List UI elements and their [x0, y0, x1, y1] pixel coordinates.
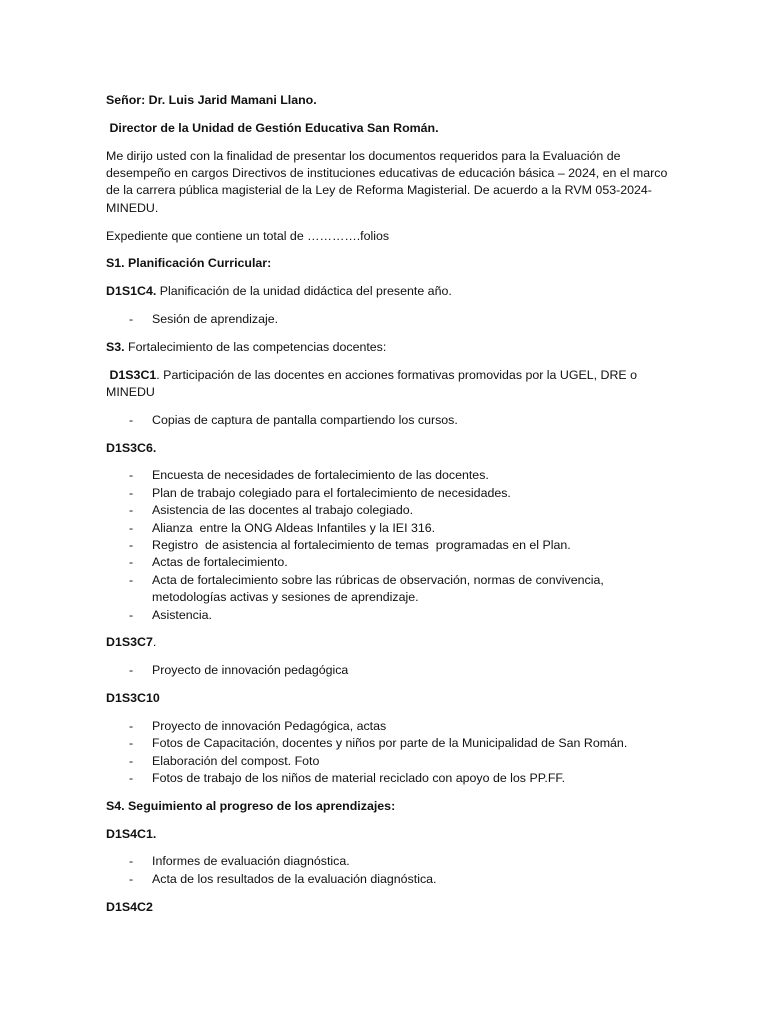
list-dash-marker: - — [129, 607, 134, 622]
list-item — [106, 662, 668, 679]
list-item — [106, 467, 668, 484]
d1s3c6-code: D1S3C6. — [106, 440, 157, 455]
list-item-text: Fotos de Capacitación, docentes y niños por parte de la Municipalidad de San Román. — [152, 736, 628, 751]
list-dash-marker: - — [129, 520, 134, 535]
list-dash-marker: - — [129, 503, 134, 518]
s3-code: S3. — [106, 339, 125, 354]
d1s3c7-line — [106, 634, 668, 651]
list-item-text: Registro de asistencia al fortalecimiento de temas programadas en el Plan. — [152, 538, 571, 553]
list-dash-marker: - — [129, 718, 134, 733]
list-item-text: Copias de captura de pantalla compartiendo los cursos. — [152, 412, 458, 427]
d1s3c10-list — [106, 718, 668, 788]
list-dash-marker: - — [129, 468, 134, 483]
list-item-text: Sesión de aprendizaje. — [152, 312, 279, 326]
d1s1c4-code: D1S1C4. — [106, 284, 157, 299]
list-dash-marker: - — [129, 771, 134, 786]
list-dash-marker: - — [129, 753, 134, 768]
list-item-text: Asistencia. — [152, 607, 212, 622]
list-item — [106, 718, 668, 735]
section-s4-title: S4. Seguimiento al progreso de los aprendizajes: — [106, 798, 396, 813]
list-item — [106, 770, 668, 787]
s3-line — [106, 339, 668, 356]
list-item-text: Informes de evaluación diagnóstica. — [152, 854, 350, 869]
list-item — [106, 871, 668, 888]
list-dash-marker: - — [129, 538, 134, 553]
list-item — [106, 554, 668, 571]
list-dash-marker: - — [129, 736, 134, 751]
list-item-text: Encuesta de necesidades de fortalecimiento de las docentes. — [152, 468, 489, 483]
list-dash-marker: - — [129, 871, 134, 886]
list-item-text: Proyecto de innovación Pedagógica, actas — [152, 718, 387, 733]
list-item — [106, 853, 668, 870]
list-item-text: Proyecto de innovación pedagógica — [152, 663, 349, 678]
greeting-line: Señor: Dr. Luis Jarid Mamani Llano. — [106, 93, 317, 107]
list-item — [106, 537, 668, 554]
list-item-text: Asistencia de las docentes al trabajo colegiado. — [152, 503, 414, 518]
list-item — [106, 520, 668, 537]
d1s3c10-code: D1S3C10 — [106, 691, 160, 706]
list-dash-marker: - — [129, 854, 134, 869]
d1s1c4-line — [106, 283, 668, 300]
d1s1c4-text: Planificación de la unidad didáctica del presente año. — [156, 284, 452, 299]
list-item-text: Fotos de trabajo de los niños de material reciclado con apoyo de los PP.FF. — [152, 771, 566, 786]
list-dash-marker: - — [129, 555, 134, 570]
list-item-text: Plan de trabajo colegiado para el fortalecimiento de necesidades. — [152, 485, 511, 500]
list-item — [106, 607, 668, 624]
list-item — [106, 735, 668, 752]
list-item — [106, 572, 668, 607]
expediente-line: Expediente que contiene un total de ………….folios — [106, 228, 390, 243]
section-s1-title: S1. Planificación Curricular: — [106, 256, 272, 271]
d1s4c1-list — [106, 853, 668, 888]
list-item-text: Acta de los resultados de la evaluación diagnóstica. — [152, 871, 437, 886]
list-item-text: Elaboración del compost. Foto — [152, 753, 320, 768]
list-dash-marker: - — [129, 663, 134, 678]
list-item — [106, 412, 668, 429]
list-item — [106, 485, 668, 502]
d1s3c7-code: D1S3C7 — [106, 635, 153, 650]
list-item-text: Acta de fortalecimiento sobre las rúbricas de observación, normas de convivencia, metodologías activas y sesiones de aprendizaje. — [152, 572, 608, 605]
list-dash-marker: - — [129, 572, 134, 587]
d1s3c1-line — [106, 367, 668, 402]
list-item-text: Actas de fortalecimiento. — [152, 555, 288, 570]
list-item — [106, 311, 668, 328]
list-item — [106, 753, 668, 770]
list-item-text: Alianza entre la ONG Aldeas Infantiles y la IEI 316. — [152, 520, 436, 535]
list-dash-marker: - — [129, 485, 134, 500]
d1s3c7-list — [106, 662, 668, 679]
list-item — [106, 502, 668, 519]
director-line: Director de la Unidad de Gestión Educativa San Román. — [106, 120, 439, 135]
d1s3c1-code: D1S3C1 — [106, 367, 157, 382]
d1s4c1-code: D1S4C1. — [106, 826, 157, 841]
d1s3c1-list — [106, 412, 668, 429]
d1s3c1-text: . Participación de las docentes en acciones formativas promovidas por la UGEL, DRE o MINEDU — [106, 367, 638, 399]
list-dash-marker: - — [129, 312, 134, 326]
d1s3c7-suffix: . — [152, 635, 157, 650]
s3-text: Fortalecimiento de las competencias docentes: — [124, 339, 387, 354]
list-dash-marker: - — [129, 412, 134, 427]
intro-paragraph: Me dirijo usted con la finalidad de presentar los documentos requeridos para la Evaluación de desempeño en cargos Directivos de instituciones educativas de educación básica – 2024, en el marco de la carrera pública magisterial de la Ley de Reforma Magisterial. De acuerdo a la RVM 053-2024- MINEDU. — [106, 148, 668, 215]
d1s3c6-list — [106, 467, 668, 624]
d1s1c4-list — [106, 311, 668, 328]
d1s4c2-code: D1S4C2 — [106, 899, 153, 914]
